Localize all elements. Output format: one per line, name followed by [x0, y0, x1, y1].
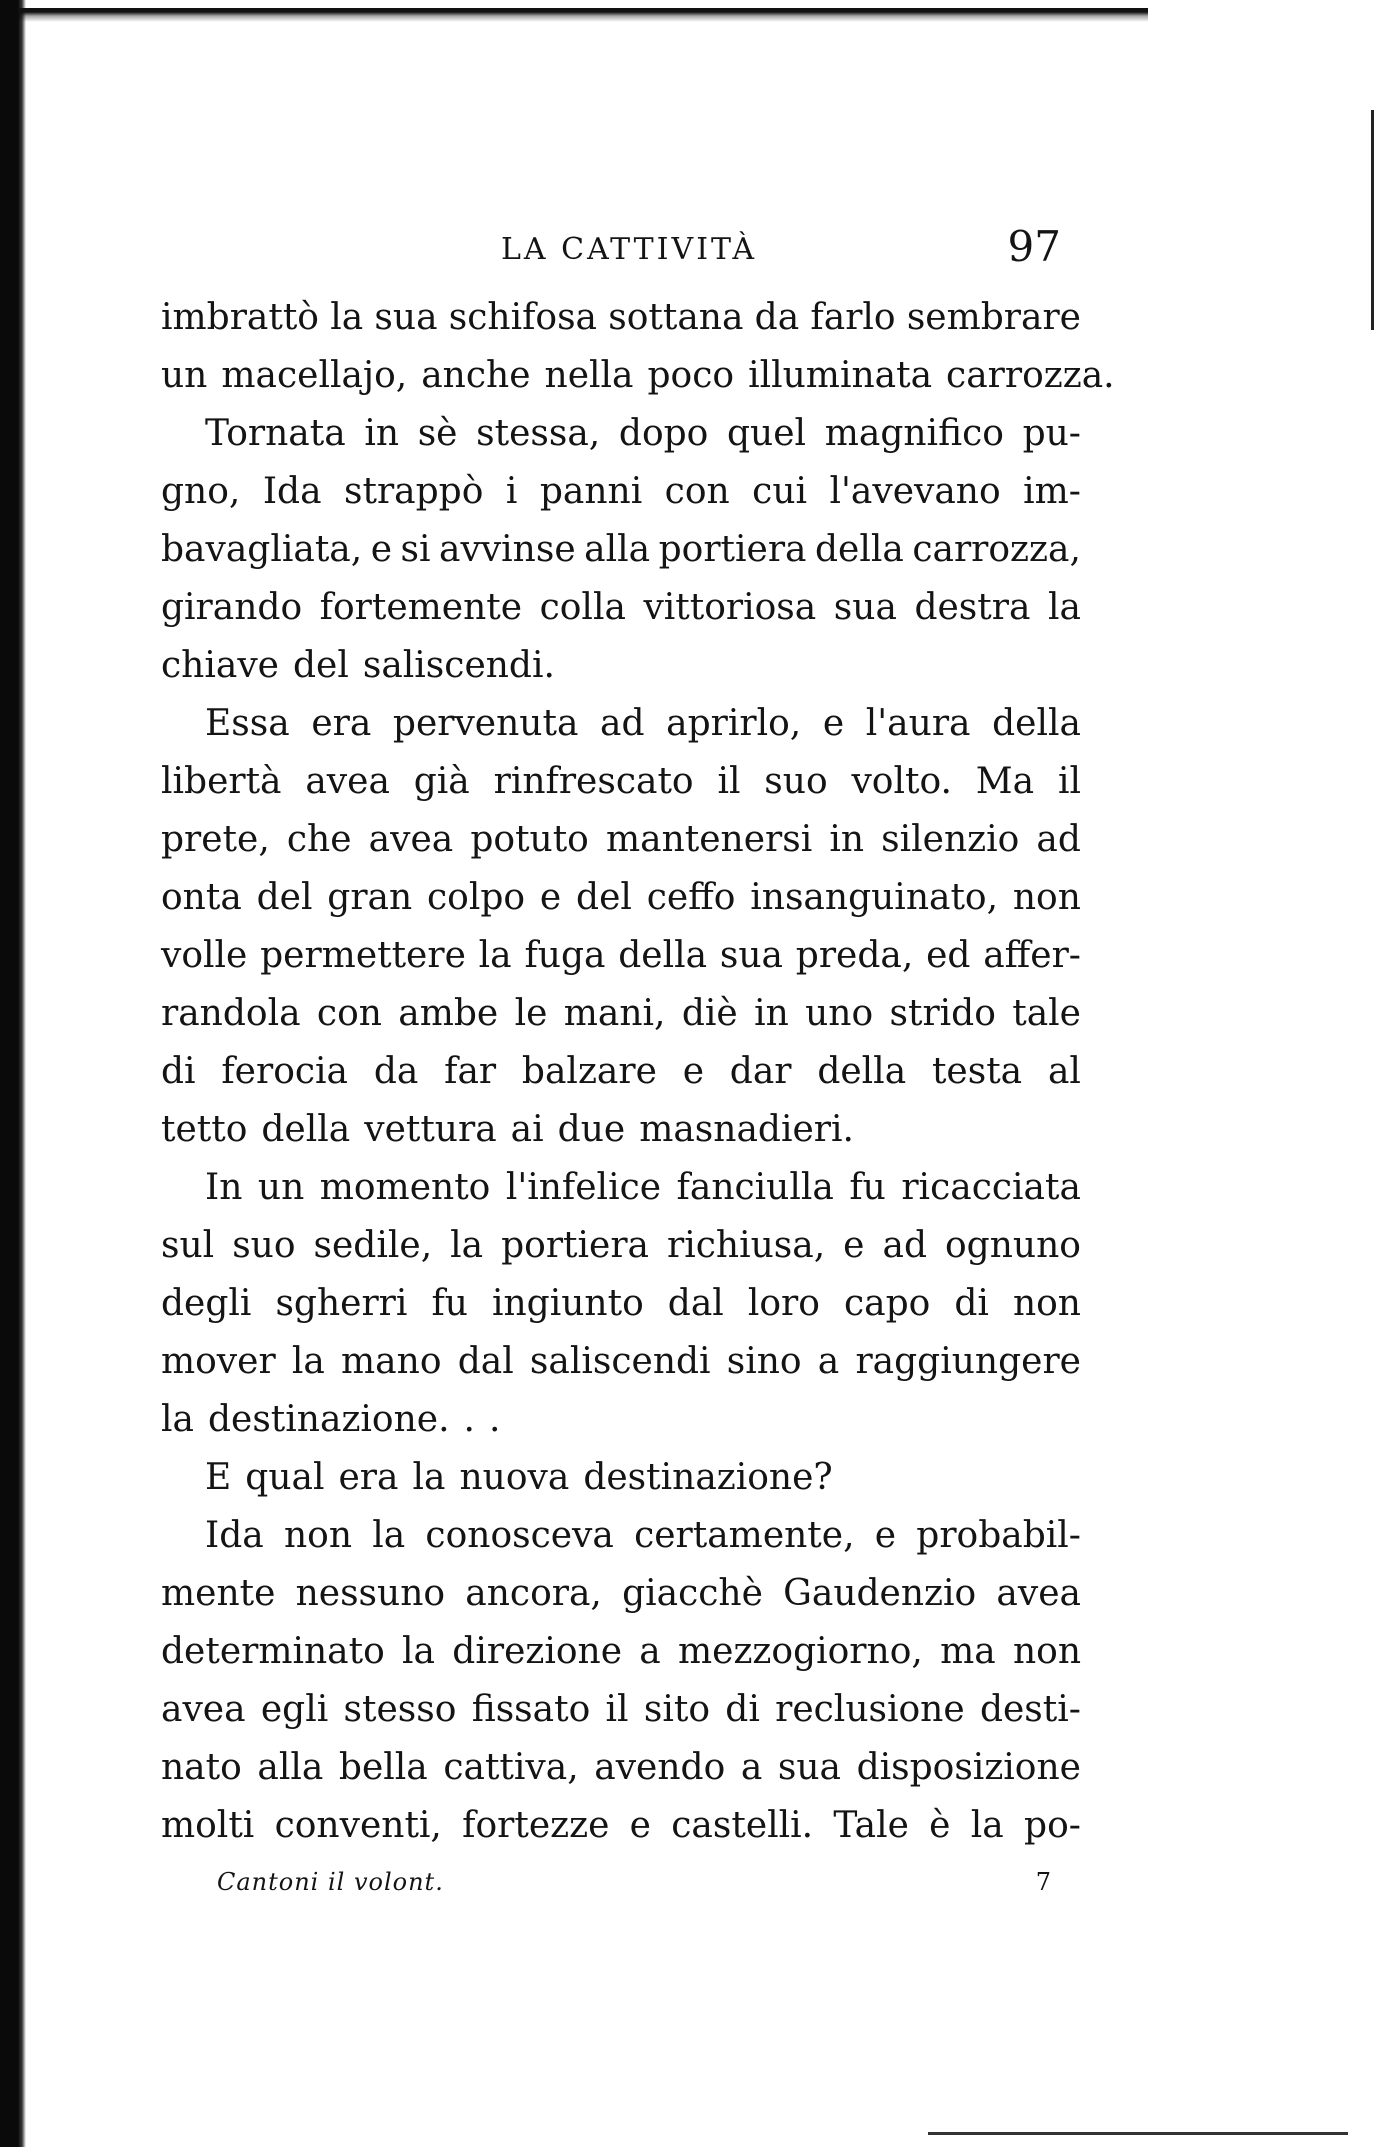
word: dopo — [618, 413, 709, 454]
word: illuminata — [748, 355, 933, 396]
word: randola — [161, 993, 301, 1034]
word: bavagliata, — [161, 529, 363, 570]
text-line — [161, 405, 1081, 463]
word: sino — [726, 1341, 802, 1382]
page-number: 97 — [1007, 222, 1061, 271]
word: Ma — [975, 761, 1035, 802]
word: ferocia — [221, 1051, 349, 1092]
word: sua — [719, 935, 783, 976]
text-line — [161, 1043, 1081, 1101]
word: saliscendi. — [362, 645, 555, 686]
word: fanciulla — [676, 1167, 834, 1208]
word: ognuno — [945, 1225, 1081, 1266]
word: il — [605, 1689, 629, 1730]
word: Tornata — [205, 413, 346, 454]
word: le — [514, 993, 548, 1034]
word: è — [929, 1805, 951, 1846]
word: portiera — [658, 529, 807, 570]
word: e — [370, 529, 393, 570]
word: sembrare — [906, 297, 1081, 338]
word: mezzogiorno, — [678, 1631, 923, 1672]
word: strappò — [344, 471, 484, 512]
word: fissato — [471, 1689, 591, 1730]
word: capo — [843, 1283, 931, 1324]
word: carrozza, — [912, 529, 1081, 570]
word: nessuno — [295, 1573, 446, 1614]
text-line — [161, 463, 1081, 521]
text-line — [161, 1217, 1081, 1275]
word: sul — [161, 1225, 215, 1266]
word: farlo — [810, 297, 896, 338]
word: sito — [643, 1689, 710, 1730]
word: ad — [600, 703, 645, 744]
word: dal — [667, 1283, 724, 1324]
word: In — [205, 1167, 243, 1208]
word: ingiunto — [491, 1283, 644, 1324]
text-line — [161, 637, 1081, 695]
word: e — [822, 703, 845, 744]
word: destinazione? — [583, 1457, 833, 1498]
word: fu — [431, 1283, 468, 1324]
word: masnadieri. — [639, 1109, 854, 1150]
word: la — [330, 297, 364, 338]
printer-signature-mark: Cantoni il volont. — [217, 1868, 444, 1896]
word: non — [1012, 1631, 1081, 1672]
word: preda, — [795, 935, 914, 976]
running-title: LA CATTIVITÀ — [501, 232, 758, 267]
word: i — [505, 471, 518, 512]
word: l'aura — [865, 703, 971, 744]
word: desti- — [979, 1689, 1081, 1730]
text-line — [161, 1391, 1081, 1449]
word: avendo — [594, 1747, 726, 1788]
word: E — [205, 1457, 232, 1498]
word: del — [256, 877, 313, 918]
word: egli — [260, 1689, 329, 1730]
text-line — [161, 1739, 1081, 1797]
word: cui — [752, 471, 808, 512]
word: castelli. — [671, 1805, 814, 1846]
word: mantenersi — [605, 819, 813, 860]
word: e — [539, 877, 562, 918]
word: imbrattò — [161, 297, 319, 338]
word: ad — [1036, 819, 1081, 860]
word: un — [257, 1167, 305, 1208]
word: ricacciata — [901, 1167, 1081, 1208]
word: ancora, — [465, 1573, 602, 1614]
word: della — [261, 1109, 351, 1150]
word: gno, — [161, 471, 241, 512]
word: pervenuta — [392, 703, 579, 744]
word: un — [161, 355, 208, 396]
word: del — [576, 877, 632, 918]
text-line — [161, 579, 1081, 637]
word: sedile, — [313, 1225, 433, 1266]
page-footer — [161, 1868, 1081, 1908]
word: prete, — [161, 819, 270, 860]
word: schifosa — [448, 297, 598, 338]
word: momento — [319, 1167, 491, 1208]
text-line — [161, 1275, 1081, 1333]
word: suo — [232, 1225, 296, 1266]
word: libertà — [161, 761, 282, 802]
text-line — [161, 1507, 1081, 1565]
word: l'infelice — [505, 1167, 662, 1208]
word: uno — [805, 993, 874, 1034]
word: con — [664, 471, 730, 512]
word: due — [557, 1109, 626, 1150]
word: in — [364, 413, 400, 454]
word: colpo — [427, 877, 526, 918]
word: ambe — [398, 993, 499, 1034]
word: portiera — [501, 1225, 650, 1266]
word: mover — [161, 1341, 276, 1382]
word: insanguinato, — [750, 877, 999, 918]
text-line — [161, 1159, 1081, 1217]
word: vettura — [364, 1109, 497, 1150]
scan-shadow-left — [0, 0, 26, 2147]
word: Essa — [205, 703, 290, 744]
word: colla — [539, 587, 626, 628]
word: da — [373, 1051, 419, 1092]
word: non — [283, 1515, 352, 1556]
word: ma — [940, 1631, 996, 1672]
word: conventi, — [274, 1805, 442, 1846]
word: a — [740, 1747, 763, 1788]
word: stessa, — [476, 413, 601, 454]
word: avea — [305, 761, 390, 802]
word: . — [488, 1399, 501, 1440]
word: dar — [729, 1051, 792, 1092]
word: non — [1012, 1283, 1081, 1324]
word: loro — [747, 1283, 820, 1324]
word: potuto — [470, 819, 589, 860]
text-line — [161, 1101, 1081, 1159]
text-line — [161, 811, 1081, 869]
word: macellajo, — [221, 355, 408, 396]
word: po- — [1024, 1805, 1081, 1846]
text-line — [161, 347, 1115, 405]
word: l'avevano — [829, 471, 1001, 512]
word: degli — [161, 1283, 252, 1324]
word: con — [316, 993, 382, 1034]
word: rinfrescato — [493, 761, 694, 802]
word: sua — [833, 587, 897, 628]
word: cattiva, — [443, 1747, 579, 1788]
word: conosceva — [425, 1515, 614, 1556]
word: testa — [931, 1051, 1023, 1092]
word: sgherri — [275, 1283, 408, 1324]
word: e — [629, 1805, 651, 1846]
word: vittoriosa — [643, 587, 817, 628]
word: im- — [1023, 471, 1081, 512]
word: anche — [421, 355, 531, 396]
word: alla — [584, 529, 651, 570]
word: affer- — [983, 935, 1081, 976]
word: di — [161, 1051, 196, 1092]
word: fuga — [524, 935, 606, 976]
word: ad — [882, 1225, 927, 1266]
word: la — [291, 1341, 325, 1382]
word: nuova — [459, 1457, 570, 1498]
word: girando — [161, 587, 303, 628]
word: mani, — [563, 993, 666, 1034]
text-line — [161, 1681, 1081, 1739]
word: balzare — [521, 1051, 657, 1092]
word: il — [1057, 761, 1081, 802]
word: magnifico — [824, 413, 1004, 454]
word: ai — [510, 1109, 544, 1150]
word: di — [725, 1689, 760, 1730]
word: mano — [341, 1341, 442, 1382]
word: alla — [257, 1747, 324, 1788]
word: bella — [338, 1747, 428, 1788]
word: sottana — [608, 297, 744, 338]
word: reclusione — [775, 1689, 965, 1730]
word: far — [444, 1051, 497, 1092]
word: tale — [1012, 993, 1081, 1034]
word: della — [992, 703, 1081, 744]
word: sè — [417, 413, 458, 454]
word: silenzio — [881, 819, 1020, 860]
word: del — [292, 645, 349, 686]
word: giacchè — [622, 1573, 763, 1614]
word: volle — [161, 935, 248, 976]
text-line — [161, 289, 1081, 347]
word: saliscendi — [529, 1341, 711, 1382]
text-line — [161, 753, 1081, 811]
word: pu- — [1022, 413, 1081, 454]
word: Gaudenzio — [783, 1573, 977, 1614]
word: Ida — [262, 471, 322, 512]
scan-shadow-bottom — [928, 2132, 1348, 2135]
word: e — [843, 1225, 865, 1266]
word: nato — [161, 1747, 242, 1788]
word: la — [412, 1457, 446, 1498]
text-line — [161, 1797, 1081, 1855]
word: dal — [457, 1341, 514, 1382]
word: . — [463, 1399, 475, 1440]
word: fortemente — [319, 587, 523, 628]
text-line — [161, 1333, 1081, 1391]
word: gran — [327, 877, 413, 918]
page-header — [161, 222, 1081, 282]
word: mente — [161, 1573, 276, 1614]
word: chiave — [161, 645, 279, 686]
word: si — [400, 529, 431, 570]
word: suo — [764, 761, 828, 802]
word: aprirlo, — [666, 703, 802, 744]
word: quel — [727, 413, 807, 454]
word: la — [478, 935, 512, 976]
word: al — [1047, 1051, 1081, 1092]
text-line — [161, 1623, 1081, 1681]
word: non — [1012, 877, 1081, 918]
word: molti — [161, 1805, 255, 1846]
word: permettere — [260, 935, 466, 976]
word: a — [639, 1631, 661, 1672]
word: la — [970, 1805, 1004, 1846]
word: onta — [161, 877, 242, 918]
word: richiusa, — [667, 1225, 826, 1266]
word: di — [954, 1283, 989, 1324]
word: la — [161, 1399, 194, 1440]
text-line — [161, 927, 1081, 985]
word: volto. — [851, 761, 952, 802]
word: probabil- — [916, 1515, 1081, 1556]
text-line — [161, 985, 1081, 1043]
word: della — [618, 935, 708, 976]
word: ceffo — [646, 877, 736, 918]
word: in — [754, 993, 789, 1034]
word: diè — [681, 993, 738, 1034]
word: disposizione — [856, 1747, 1081, 1788]
text-line — [161, 1565, 1081, 1623]
word: che — [286, 819, 352, 860]
word: avvinse — [439, 529, 576, 570]
word: sua — [777, 1747, 841, 1788]
word: avea — [368, 819, 454, 860]
word: fortezze — [462, 1805, 610, 1846]
word: a — [817, 1341, 840, 1382]
word: già — [413, 761, 470, 802]
word: era — [338, 1457, 399, 1498]
word: poco — [647, 355, 735, 396]
word: destra — [914, 587, 1031, 628]
word: in — [829, 819, 865, 860]
word: nella — [544, 355, 634, 396]
word: strido — [889, 993, 996, 1034]
signature-number: 7 — [1035, 1868, 1051, 1896]
word: sua — [374, 297, 438, 338]
word: da — [754, 297, 800, 338]
word: la — [372, 1515, 406, 1556]
word: Ida — [205, 1515, 264, 1556]
scan-shadow-right — [1371, 110, 1374, 330]
word: avea — [161, 1689, 246, 1730]
word: qual — [245, 1457, 325, 1498]
word: Tale — [833, 1805, 909, 1846]
word: destinazione. — [207, 1399, 450, 1440]
word: della — [817, 1051, 907, 1092]
word: fu — [849, 1167, 886, 1208]
word: determinato — [161, 1631, 385, 1672]
word: della — [815, 529, 904, 570]
word: e — [682, 1051, 704, 1092]
word: era — [311, 703, 372, 744]
body-text — [161, 289, 1115, 1855]
word: la — [402, 1631, 436, 1672]
word: il — [717, 761, 741, 802]
word: panni — [539, 471, 643, 512]
text-line — [161, 521, 1081, 579]
text-line — [161, 695, 1081, 753]
word: raggiungere — [855, 1341, 1081, 1382]
word: direzione — [452, 1631, 623, 1672]
scan-shadow-top — [18, 8, 1148, 22]
word: la — [450, 1225, 484, 1266]
word: la — [1047, 587, 1081, 628]
word: tetto — [161, 1109, 248, 1150]
word: carrozza. — [946, 355, 1115, 396]
word: certamente, — [634, 1515, 855, 1556]
word: ed — [926, 935, 971, 976]
word: avea — [996, 1573, 1081, 1614]
word: stesso — [343, 1689, 457, 1730]
text-line — [161, 1449, 1081, 1507]
word: e — [874, 1515, 897, 1556]
text-line — [161, 869, 1081, 927]
